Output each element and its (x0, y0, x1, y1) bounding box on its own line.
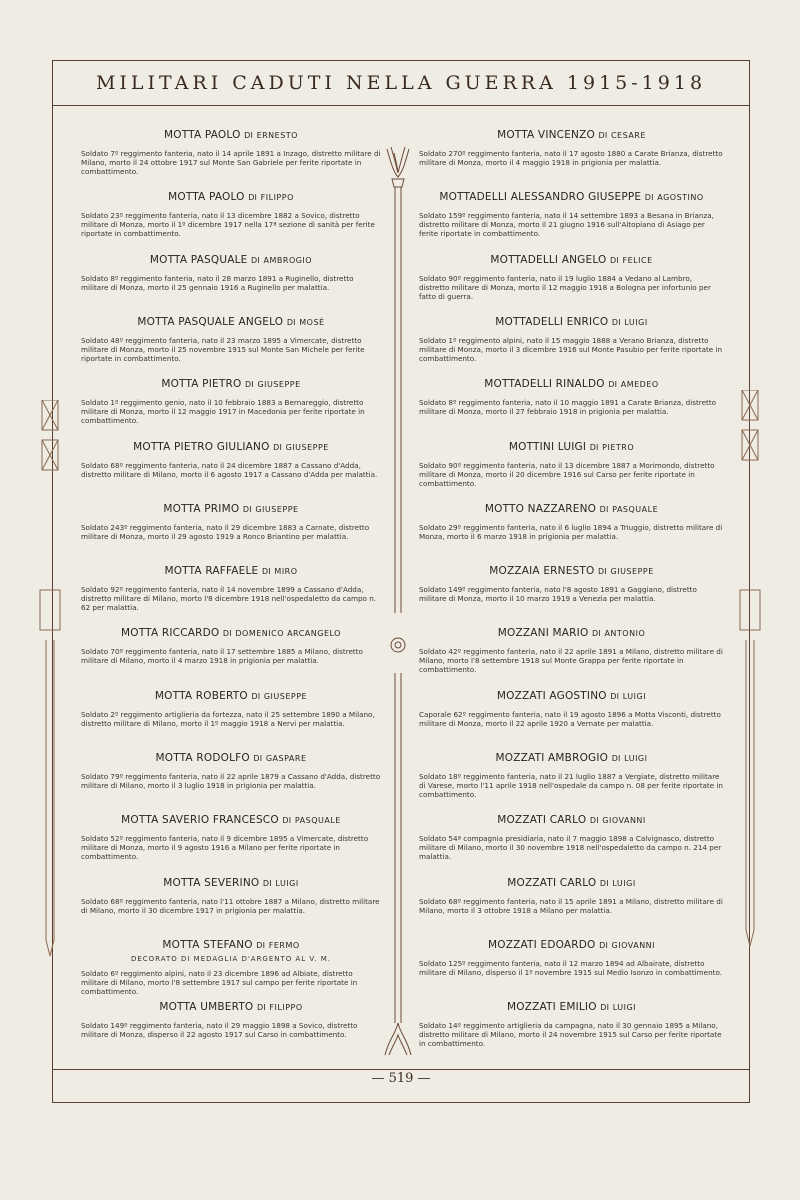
surname-given: MOTTADELLI ALESSANDRO GIUSEPPE (439, 191, 642, 204)
casualty-details: Soldato 68º reggimento fanteria, nato il 15 aprile 1891 a Milano, distretto militare di Milano, morto il 3 ottobre 1918 a Milano per malattia. (419, 896, 723, 915)
di-word: DI (611, 754, 621, 763)
father-name: ERNESTO (256, 131, 298, 140)
father-name: PASQUALE (612, 504, 659, 514)
father-name: PASQUALE (294, 816, 341, 826)
casualty-details: Soldato 125º reggimento fanteria, nato il 12 marzo 1894 ad Albairate, distretto militare di Milano, disperso il 1º novembre 1915 sul Medio Isonzo in combattimento. (419, 958, 723, 977)
casualty-entry (419, 752, 724, 799)
father-name: FILIPPO (269, 1003, 303, 1013)
surname-given: MOZZAIA ERNESTO (489, 565, 595, 578)
surname-given: MOZZATI AMBROGIO (495, 752, 609, 764)
casualty-details: Soldato 68º reggimento fanteria, nato l'11 ottobre 1887 a Milano, distretto militare di Milano, morto il 30 dicembre 1917 in prigionia per malattia. (81, 896, 380, 915)
casualty-entry (419, 378, 724, 416)
casualty-details: Soldato 52º reggimento fanteria, nato il 9 dicembre 1895 a Vimercate, distretto militare di Monza, morto il 9 agosto 1916 a Milano per ferite riportate in combattimento. (81, 834, 369, 862)
father-name: GASPARE (265, 754, 307, 763)
casualty-details: Soldato 2º reggimento artiglieria da fortezza, nato il 25 settembre 1890 a Milano, distretto militare di Milano, morto il 1º maggio 1918 a Nervi per malattia. (81, 709, 375, 728)
di-word: DI (244, 380, 254, 390)
surname-given: MOTTINI LUIGI (508, 440, 587, 453)
casualty-entry (81, 627, 381, 665)
casualty-name (81, 877, 381, 889)
father-name: AMEDEO (620, 380, 659, 390)
di-word: DI (251, 255, 260, 265)
casualty-entry (81, 503, 381, 541)
di-word: DI (589, 442, 599, 452)
di-word: DI (222, 629, 232, 639)
father-name: AGOSTINO (657, 193, 704, 203)
di-word: DI (256, 1003, 266, 1013)
casualty-details: Soldato 1º reggimento alpini, nato il 15 maggio 1888 a Verano Brianza, distretto militare di Monza, morto il 3 dicembre 1916 sul Monte Pasubio per ferite riportate in combattimento. (419, 335, 723, 363)
casualty-name (81, 254, 381, 266)
torch-divider-ornament (383, 143, 413, 1063)
father-name: MIRO (274, 567, 298, 577)
di-word: DI (248, 193, 258, 203)
casualty-details: Soldato 149º reggimento fanteria, nato l'8 agosto 1891 a Gaggiano, distretto militare di Monza, morto il 10 marzo 1919 a Venezia per malattia. (419, 585, 697, 604)
father-name: GIUSEPPE (610, 567, 654, 577)
casualty-entry (81, 877, 381, 915)
casualty-entry (81, 316, 381, 363)
casualty-name (81, 814, 381, 826)
surname-given: MOZZATI EDOARDO (487, 938, 596, 951)
casualty-name (81, 627, 381, 639)
casualty-details: Soldato 149º reggimento fanteria, nato il 29 maggio 1898 a Sovico, distretto militare di Monza, disperso il 22 agosto 1917 sul Carso in combattimento. (81, 1021, 358, 1040)
casualty-entry (81, 378, 381, 425)
casualty-name (419, 1001, 724, 1013)
casualty-name (81, 752, 381, 764)
casualty-details: Soldato 270º reggimento fanteria, nato il 17 agosto 1880 a Carate Brianza, distretto militare di Monza, morto il 4 maggio 1918 in prigionia per malattia. (419, 149, 723, 167)
casualty-entry (419, 627, 724, 674)
surname-given: MOTTA ROBERTO (154, 689, 248, 702)
casualty-details: Soldato 1º reggimento genio, nato il 10 febbraio 1883 a Bernareggio, distretto militare di Monza, morto il 12 maggio 1917 in Macedonia per ferite riportate in combattimento. (81, 398, 365, 426)
casualty-entry (81, 191, 381, 238)
di-word: DI (610, 691, 620, 701)
casualty-name (81, 129, 381, 141)
di-word: DI (598, 131, 608, 140)
di-word: DI (253, 754, 263, 763)
casualty-name (419, 877, 724, 889)
surname-given: MOTTADELLI ENRICO (495, 315, 609, 328)
surname-given: MOTTA PAOLO (164, 129, 241, 141)
right-side-ornament (738, 390, 762, 950)
di-word: DI (261, 567, 271, 577)
di-word: DI (244, 131, 254, 140)
surname-given: MOTTA VINCENZO (497, 129, 595, 141)
casualty-entry (419, 1001, 724, 1048)
casualty-details: Soldato 48º reggimento fanteria, nato il 23 marzo 1895 a Vimercate, distretto militare di Monza, morto il 25 novembre 1915 sul Monte San Michele per ferite riportate in combattimento. (81, 335, 365, 363)
casualty-name (419, 814, 724, 826)
di-word: DI (256, 940, 266, 950)
father-name: FELICE (622, 255, 653, 265)
casualty-entry (81, 441, 381, 479)
di-word: DI (286, 317, 296, 327)
left-side-ornament (38, 400, 62, 960)
father-name: FILIPPO (260, 193, 294, 203)
casualty-entry (81, 752, 381, 790)
father-name: GIOVANNI (602, 816, 646, 826)
surname-given: MOTTA RICCARDO (121, 627, 220, 640)
surname-given: MOTTA PAOLO (168, 191, 245, 204)
casualty-name (419, 690, 724, 702)
casualty-name (81, 378, 381, 390)
casualty-entry (419, 690, 724, 728)
casualty-entry (419, 254, 724, 301)
casualty-entry (419, 191, 724, 238)
surname-given: MOTTO NAZZARENO (484, 502, 597, 515)
casualty-entry (81, 129, 381, 176)
surname-given: MOTTA PASQUALE (149, 253, 248, 266)
father-name: GIUSEPPE (255, 504, 299, 514)
casualty-entry (419, 316, 724, 363)
page-title: MILITARI CADUTI NELLA GUERRA 1915-1918 (95, 72, 707, 94)
casualty-entry (419, 877, 724, 915)
casualty-name (81, 1001, 381, 1013)
casualty-entry (81, 254, 381, 292)
casualty-details: Soldato 18º reggimento fanteria, nato il 21 luglio 1887 a Vergiate, distretto militare di Varese, morto l'11 aprile 1918 nell'ospedale da campo n. 08 per ferite riportate in combattimento. (419, 772, 723, 799)
casualty-entry (81, 690, 381, 728)
surname-given: MOTTA RODOLFO (155, 752, 250, 764)
casualty-entry (81, 1001, 381, 1039)
casualty-details: Soldato 159º reggimento fanteria, nato il 14 settembre 1893 a Besana in Brianza, distretto militare di Monza, morto il 21 giugno 1916 sull'Altopiano di Asiago per ferite riportate in combattimento. (419, 211, 714, 239)
casualty-name (419, 441, 724, 453)
surname-given: MOTTA PIETRO GIULIANO (133, 440, 270, 453)
surname-given: MOTTA SAVERIO FRANCESCO (121, 814, 279, 827)
casualty-name (419, 627, 724, 639)
casualty-entry (419, 814, 724, 861)
casualty-details: Soldato 6º reggimento alpini, nato il 23 dicembre 1896 ad Albiate, distretto militare di Milano, morto l'8 settembre 1917 sul campo per ferite riportate in combattimento. (81, 968, 358, 996)
casualty-name (419, 752, 724, 764)
father-name: LUIGI (275, 878, 299, 888)
surname-given: MOTTADELLI RINALDO (484, 378, 605, 391)
casualty-entry (419, 129, 724, 167)
father-name: LUIGI (624, 754, 648, 763)
casualty-name (419, 254, 724, 266)
surname-given: MOTTA STEFANO (162, 938, 253, 951)
footer-rule (53, 1069, 749, 1070)
casualty-entry (81, 939, 381, 996)
surname-given: MOTTADELLI ANGELO (490, 253, 607, 266)
father-name: MOSÈ (299, 317, 325, 327)
casualty-name (419, 191, 724, 203)
surname-given: MOTTA SEVERINO (163, 876, 260, 889)
casualty-name (419, 378, 724, 390)
page-frame (52, 60, 750, 1103)
father-name: GIUSEPPE (257, 380, 301, 390)
casualty-name (419, 503, 724, 515)
casualty-details: Caporale 62º reggimento fanteria, nato il 19 agosto 1896 a Motta Visconti, distretto militare di Monza, morto il 22 aprile 1920 a Vernate per malattia. (419, 709, 721, 728)
casualty-details: Soldato 7º reggimento fanteria, nato il 14 aprile 1891 a Inzago, distretto militare di Milano, morto il 24 ottobre 1917 sul Monte San Gabriele per ferite riportate in combattimento. (81, 149, 381, 176)
di-word: DI (591, 629, 601, 639)
casualty-entry (81, 814, 381, 861)
casualty-details: Soldato 243º reggimento fanteria, nato il 29 dicembre 1883 a Carnate, distretto militare di Monza, morto il 29 agosto 1919 a Ronco Briantino per malattia. (81, 522, 370, 541)
father-name: PIETRO (602, 442, 635, 452)
surname-given: MOZZATI EMILIO (506, 1001, 597, 1014)
di-word: DI (644, 193, 654, 203)
surname-given: MOTTA UMBERTO (159, 1001, 254, 1014)
di-word: DI (262, 878, 272, 888)
di-word: DI (610, 255, 619, 265)
casualty-entry (419, 939, 724, 977)
page-number: — 519 — (371, 1071, 431, 1086)
di-word: DI (600, 1003, 610, 1013)
father-name: ANTONIO (604, 629, 646, 639)
casualty-name (81, 191, 381, 203)
father-name: LUIGI (612, 878, 636, 888)
father-name: LUIGI (624, 317, 648, 327)
casualty-name (419, 129, 724, 141)
di-word: DI (589, 816, 599, 826)
casualty-details: Soldato 23º reggimento fanteria, nato il 13 dicembre 1882 a Sovico, distretto militare di Monza, morto il 1º dicembre 1917 nella 17ª sezione di sanità per ferite riportate in combattimento. (81, 211, 375, 239)
casualty-entry (419, 503, 724, 541)
decoration-note: DECORATO DI MEDAGLIA D'ARGENTO AL V. M. (130, 954, 332, 963)
casualty-name (81, 939, 381, 951)
casualty-entry (81, 565, 381, 612)
surname-given: MOTTA RAFFAELE (164, 565, 259, 578)
casualty-name (81, 441, 381, 453)
casualty-details: Soldato 8º reggimento fanteria, nato il 28 marzo 1891 a Ruginello, distretto militare di Monza, morto il 25 gennaio 1916 a Ruginello per malattia. (81, 273, 354, 292)
casualty-details: Soldato 29º reggimento fanteria, nato il 6 luglio 1894 a Triuggio, distretto militare di Monza, morto il 6 marzo 1918 in prigionia per malattia. (419, 522, 723, 541)
di-word: DI (599, 878, 609, 888)
casualty-name (419, 939, 724, 951)
father-name: GIOVANNI (611, 940, 656, 950)
casualty-name (419, 316, 724, 328)
di-word: DI (282, 816, 292, 826)
di-word: DI (598, 567, 607, 577)
di-word: DI (273, 442, 283, 452)
surname-given: MOTTA PASQUALE ANGELO (137, 315, 284, 328)
casualty-name (419, 565, 724, 577)
casualty-name (81, 565, 381, 577)
surname-given: MOTTA PIETRO (161, 378, 242, 391)
father-name: GIUSEPPE (263, 691, 308, 701)
casualty-details: Soldato 54ª compagnia presidiaria, nato il 7 maggio 1898 a Calvignasco, distretto militare di Milano, morto il 30 novembre 1918 nell'ospedaletto da campo n. 214 per malattia. (419, 834, 722, 862)
casualty-details: Soldato 90º reggimento fanteria, nato il 19 luglio 1884 a Vedano al Lambro, distretto militare di Monza, morto il 12 maggio 1918 a Bologna per infortunio per fatto di guerra. (419, 273, 711, 301)
surname-given: MOZZATI AGOSTINO (496, 689, 607, 702)
surname-given: MOZZANI MARIO (497, 627, 589, 640)
casualty-details: Soldato 90º reggimento fanteria, nato il 13 dicembre 1887 a Morimondo, distretto militare di Monza, morto il 20 dicembre 1916 sul Carso per ferite riportate in combattimento. (419, 460, 715, 488)
casualty-details: Soldato 92º reggimento fanteria, nato il 14 novembre 1899 a Cassano d'Adda, distretto militare di Milano, morto l'8 dicembre 1918 nell'ospedaletto da campo n. 62 per malattia. (81, 585, 377, 613)
casualty-name (81, 690, 381, 702)
casualty-entry (419, 441, 724, 488)
casualty-details: Soldato 79º reggimento fanteria, nato il 22 aprile 1879 a Cassano d'Adda, distretto militare di Milano, morto il 3 luglio 1918 in prigionia per malattia. (81, 772, 381, 790)
casualty-details: Soldato 14º reggimento artiglieria da campagna, nato il 30 gennaio 1895 a Milano, distretto militare di Milano, morto il 24 novembre 1915 sul Carso per ferite riportate in combattimento. (419, 1021, 722, 1049)
father-name: DOMENICO ARCANGELO (235, 629, 341, 639)
title-bar (53, 61, 749, 106)
father-name: FERMO (268, 940, 300, 950)
surname-given: MOZZATI CARLO (497, 814, 587, 827)
di-word: DI (251, 691, 261, 701)
casualty-details: Soldato 42º reggimento fanteria, nato il 22 aprile 1891 a Milano, distretto militare di Milano, morto l'8 settembre 1918 sul Monte Grappa per ferite riportate in combattimento. (419, 647, 723, 675)
father-name: LUIGI (622, 691, 647, 701)
casualty-entry (419, 565, 724, 603)
di-word: DI (242, 504, 252, 514)
di-word: DI (611, 317, 621, 327)
casualty-details: Soldato 70º reggimento fanteria, nato il 17 settembre 1885 a Milano, distretto militare di Milano, morto il 4 marzo 1918 in prigionia per malattia. (81, 647, 363, 666)
di-word: DI (608, 380, 618, 390)
casualty-details: Soldato 68º reggimento fanteria, nato il 24 dicembre 1887 a Cassano d'Adda, distretto militare di Milano, morto il 6 agosto 1917 a Cassano d'Adda per malattia. (81, 460, 378, 479)
father-name: AMBROGIO (263, 255, 313, 265)
father-name: GIUSEPPE (285, 442, 329, 452)
casualty-name (81, 316, 381, 328)
surname-given: MOTTA PRIMO (163, 502, 240, 515)
di-word: DI (599, 504, 609, 514)
casualty-details: Soldato 8º reggimento fanteria, nato il 10 maggio 1891 a Carate Brianza, distretto militare di Monza, morto il 27 febbraio 1918 in prigionia per malattia. (419, 398, 717, 417)
di-word: DI (599, 940, 608, 950)
surname-given: MOZZATI CARLO (507, 876, 597, 889)
casualty-name (81, 503, 381, 515)
father-name: LUIGI (612, 1003, 637, 1013)
father-name: CESARE (610, 131, 646, 140)
